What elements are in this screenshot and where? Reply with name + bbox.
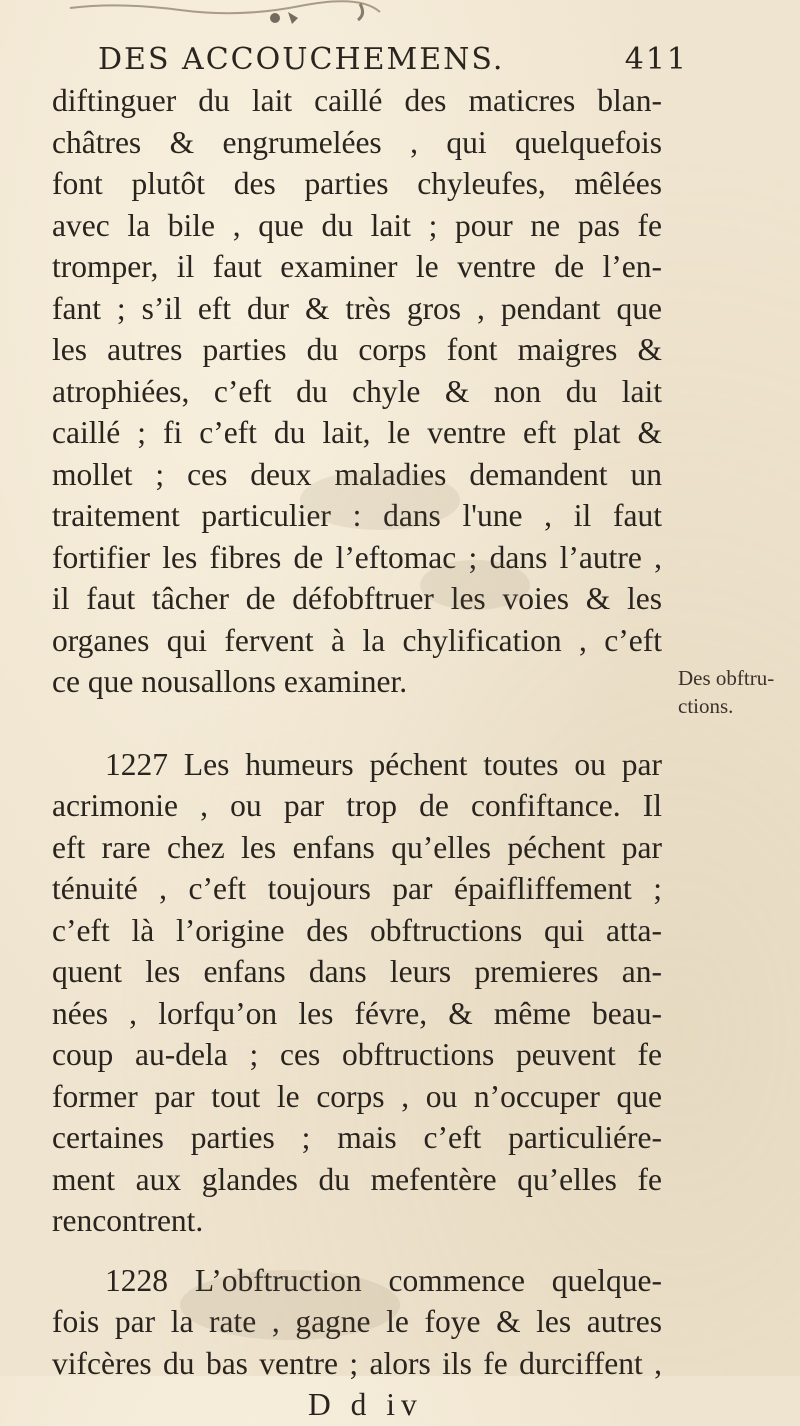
text-line: atrophiées, c’eft du chyle & non du lait (52, 373, 662, 409)
text-line: traitement particulier : dans l'une , il faut (52, 498, 662, 533)
text-line: ce que nousallons examiner. (52, 664, 408, 699)
text-line: c’eft là l’origine des obftructions qui atta- (52, 912, 662, 948)
text-line: fois par la rate , gagne le foye & les autres (52, 1304, 662, 1339)
text-line: eft rare chez les enfans qu’elles péchent par (52, 829, 662, 865)
text-line: rencontrent. (52, 1203, 204, 1238)
text-line: ténuité , c’eft toujours par épaifliffement ; (52, 871, 662, 906)
paragraph-start-line: 1228 L’obftruction commence quelque- (105, 1262, 662, 1298)
decorative-ornament (60, 0, 390, 40)
text-line: organes qui fervent à la chylification , c’eft (52, 622, 662, 658)
margin-note-line: Des obftru- (678, 666, 775, 690)
body-text (52, 80, 662, 1426)
running-head (98, 42, 688, 82)
text-line: châtres & engrumelées , qui quelquefois (52, 124, 662, 160)
text-line: ment aux glandes du mefentère qu’elles fe (52, 1161, 662, 1197)
text-line: il faut tâcher de défobftruer les voies & les (52, 581, 662, 616)
text-line: fortifier les fibres de l’eftomac ; dans l’autre , (52, 539, 662, 575)
text-line: font plutôt des parties chyleufes, mêlées (52, 166, 662, 201)
text-line: quent les enfans dans leurs premieres an- (52, 954, 662, 989)
paper-stain (180, 1270, 400, 1340)
page-number: 411 (624, 42, 688, 77)
text-line: nées , lorfqu’on les févre, & même beau- (52, 995, 662, 1031)
text-line: vifcères du bas ventre ; alors ils fe durciffent , (52, 1345, 662, 1381)
text-line: tromper, il faut examiner le ventre de l’en- (52, 249, 662, 284)
text-line: certaines parties ; mais c’eft particuliére- (52, 1120, 662, 1155)
text-line: mollet ; ces deux maladies demandent un (52, 456, 662, 492)
paper-stain (420, 560, 530, 610)
running-head-title: DES ACCOUCHEMENS. (98, 42, 505, 77)
text-line: caillé ; fi c’eft du lait, le ventre eft plat & (52, 415, 662, 450)
text-line: acrimonie , ou par trop de confiftance. Il (52, 788, 662, 823)
margin-note-line: ctions. (678, 694, 734, 718)
text-line: fant ; s’il eft dur & très gros , pendant que (52, 290, 662, 326)
text-line: avec la bile , que du lait ; pour ne pas fe (52, 207, 662, 243)
text-line: former par tout le corps , ou n’occuper que (52, 1078, 662, 1114)
margin-note (678, 664, 798, 720)
paragraph-start-line: 1227 Les humeurs péchent toutes ou par (105, 746, 662, 782)
text-line: coup au-dela ; ces obftructions peuvent fe (52, 1037, 662, 1072)
signature-mark: D d iv (308, 1387, 423, 1422)
text-line: les autres parties du corps font maigres & (52, 332, 662, 367)
paper-stain (300, 470, 460, 530)
text-line: diftinguer du lait caillé des maticres blan- (52, 83, 662, 118)
